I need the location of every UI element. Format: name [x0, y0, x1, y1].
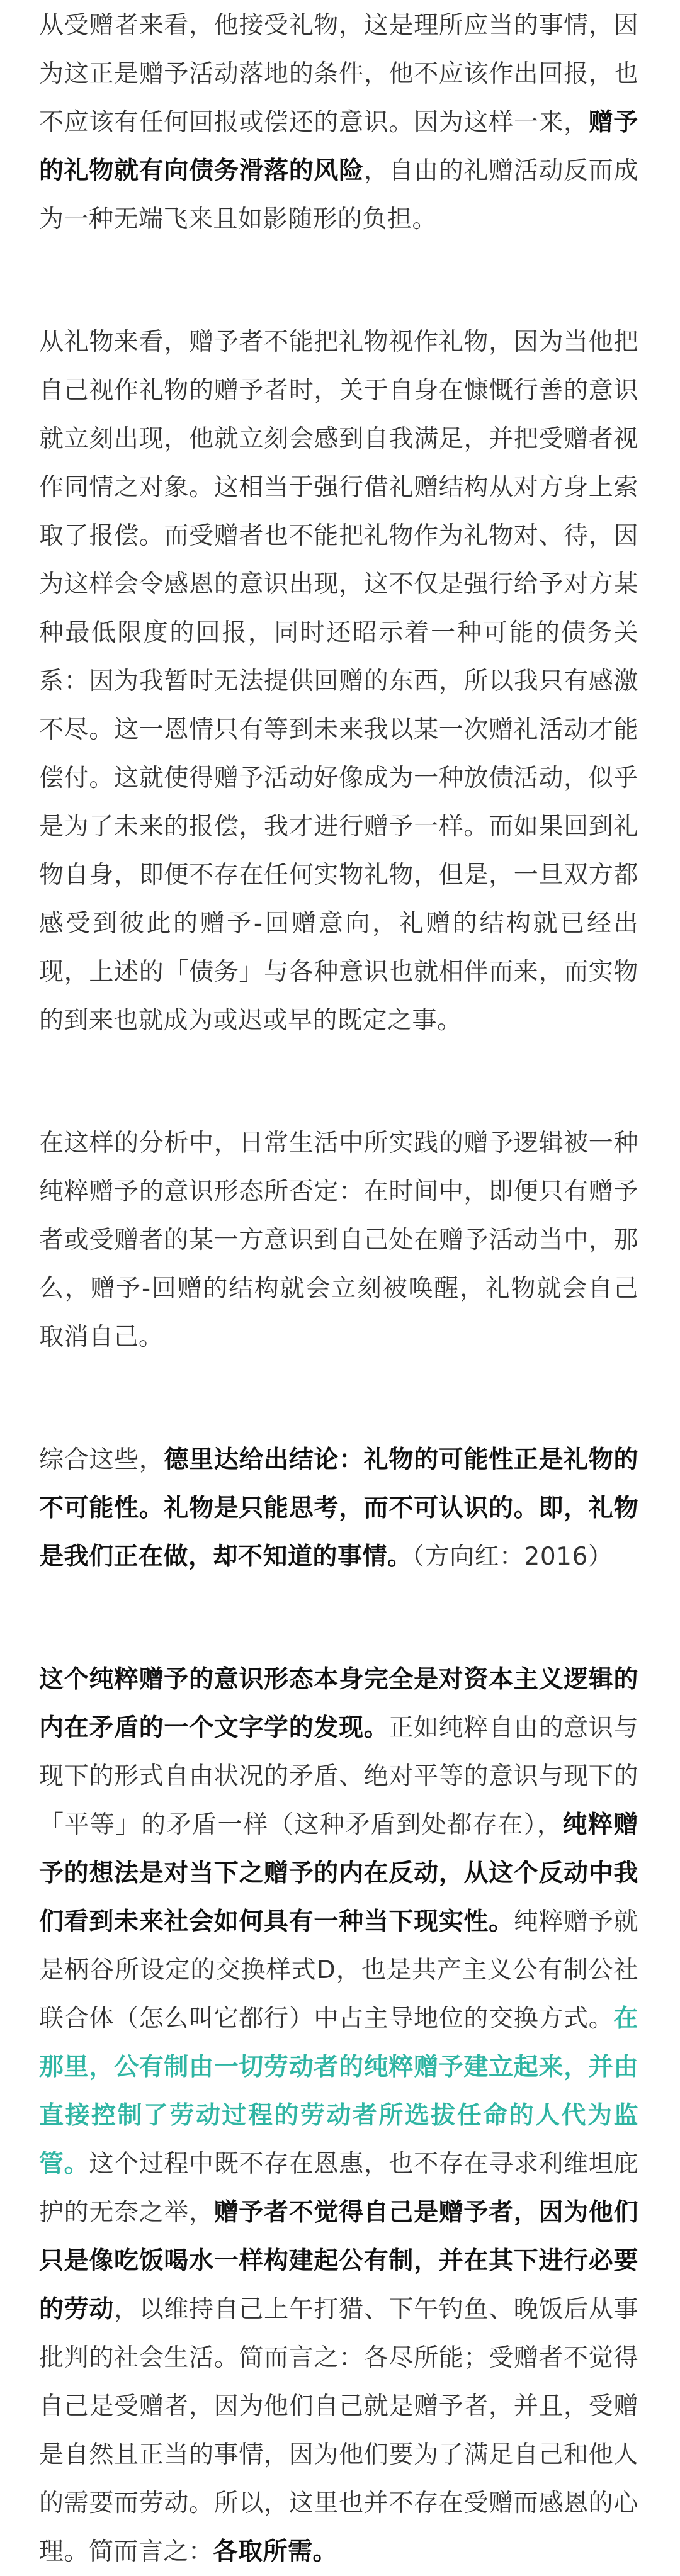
paragraph-gift	[39, 318, 638, 1045]
bold-text-segment: 赠予的礼物就有向债务滑落的风险	[39, 108, 638, 185]
paragraph-pure-gift-ideology	[39, 1655, 638, 2576]
text-segment: 这个过程中既不存在恩惠，也不存在寻求利维坦庇护的无奈之举，	[39, 2150, 638, 2227]
paragraph-recipient	[39, 1, 638, 244]
text-segment: 从礼物来看，赠予者不能把礼物视作礼物，因为当他把自己视作礼物的赠予者时，关于自身在慷慨行善的意识就立刻出现，他就立刻会感到自我满足，并把受赠者视作同情之对象。这相当于强行借礼赠结构从对方身上索取了报偿。而受赠者也不能把礼物作为礼物对、待，因为这样会令感恩的意识出现，这不仅是强行给予对方某种最低限度的回报，同时还昭示着一种可能的债务关系：因为我暂时无法提供回赠的东西，所以我只有感激不尽。这一恩情只有等到未来我以某一次赠礼活动才能偿付。这就使得赠予活动好像成为一种放债活动，似乎是为了未来的报偿，我才进行赠予一样。而如果回到礼物自身，即便不存在任何实物礼物，但是，一旦双方都感受到彼此的赠予-回赠意向，礼赠的结构就已经出现，上述的「债务」与各种意识也就相伴而来，而实物的到来也就成为或迟或早的既定之事。	[39, 328, 638, 1035]
highlighted-text-segment: 在那里，公有制由一切劳动者的纯粹赠予建立起来，并由直接控制了劳动过程的劳动者所选拔任命的人代为监管。	[39, 2005, 638, 2178]
text-segment: 在这样的分析中，日常生活中所实践的赠予逻辑被一种纯粹赠予的意识形态所否定：在时间中，即便只有赠予者或受赠者的某一方意识到自己处在赠予活动当中，那么，赠予-回赠的结构就会立刻被唤醒，礼物就会自己取消自己。	[39, 1129, 638, 1351]
bold-text-segment: 赠予者不觉得自己是赠予者，因为他们只是像吃饭喝水一样构建起公有制，并在其下进行必要的劳动	[39, 2198, 638, 2324]
text-segment: 从受赠者来看，他接受礼物，这是理所应当的事情，因为这正是赠予活动落地的条件，他不应该作出回报，也不应该有任何回报或偿还的意识。因为这样一来，	[39, 11, 638, 137]
article-body	[0, 1, 680, 2576]
bold-text-segment: 各取所需。	[213, 2538, 338, 2566]
text-segment: ，以维持自己上午打猎、下午钓鱼、晚饭后从事批判的社会生活。简而言之：各尽所能；受赠者不觉得自己是受赠者，因为他们自己就是赠予者，并且，受赠是自然且正当的事情，因为他们要为了满足自己和他人的需要而劳动。所以，这里也并不存在受赠而感恩的心理。简而言之：	[39, 2295, 638, 2566]
text-segment: 综合这些，	[39, 1446, 164, 1474]
bold-text-segment: 德里达给出结论：礼物的可能性正是礼物的不可能性。礼物是只能思考，而不可认识的。即，礼物是我们正在做，却不知道的事情。	[39, 1446, 638, 1571]
bold-text-segment: 这个纯粹赠予的意识形态本身完全是对资本主义逻辑的内在矛盾的一个文字学的发现。	[39, 1665, 638, 1742]
paragraph-conclusion	[39, 1436, 638, 1581]
bold-text-segment: 纯粹赠予的想法是对当下之赠予的内在反动，从这个反动中我们看到未来社会如何具有一种当下现实性。	[39, 1811, 638, 1936]
citation-text: （方向红：2016）	[412, 1543, 613, 1571]
text-segment: 正如纯粹自由的意识与现下的形式自由状况的矛盾、绝对平等的意识与现下的「平等」的矛盾一样（这种矛盾到处都存在），	[39, 1714, 638, 1839]
text-segment: 纯粹赠予就是柄谷所设定的交换样式D，也是共产主义公有制公社联合体（怎么叫它都行）中占主导地位的交换方式。	[39, 1908, 638, 2033]
paragraph-analysis	[39, 1119, 638, 1361]
text-segment: ，自由的礼赠活动反而成为一种无端飞来且如影随形的负担。	[39, 157, 638, 233]
